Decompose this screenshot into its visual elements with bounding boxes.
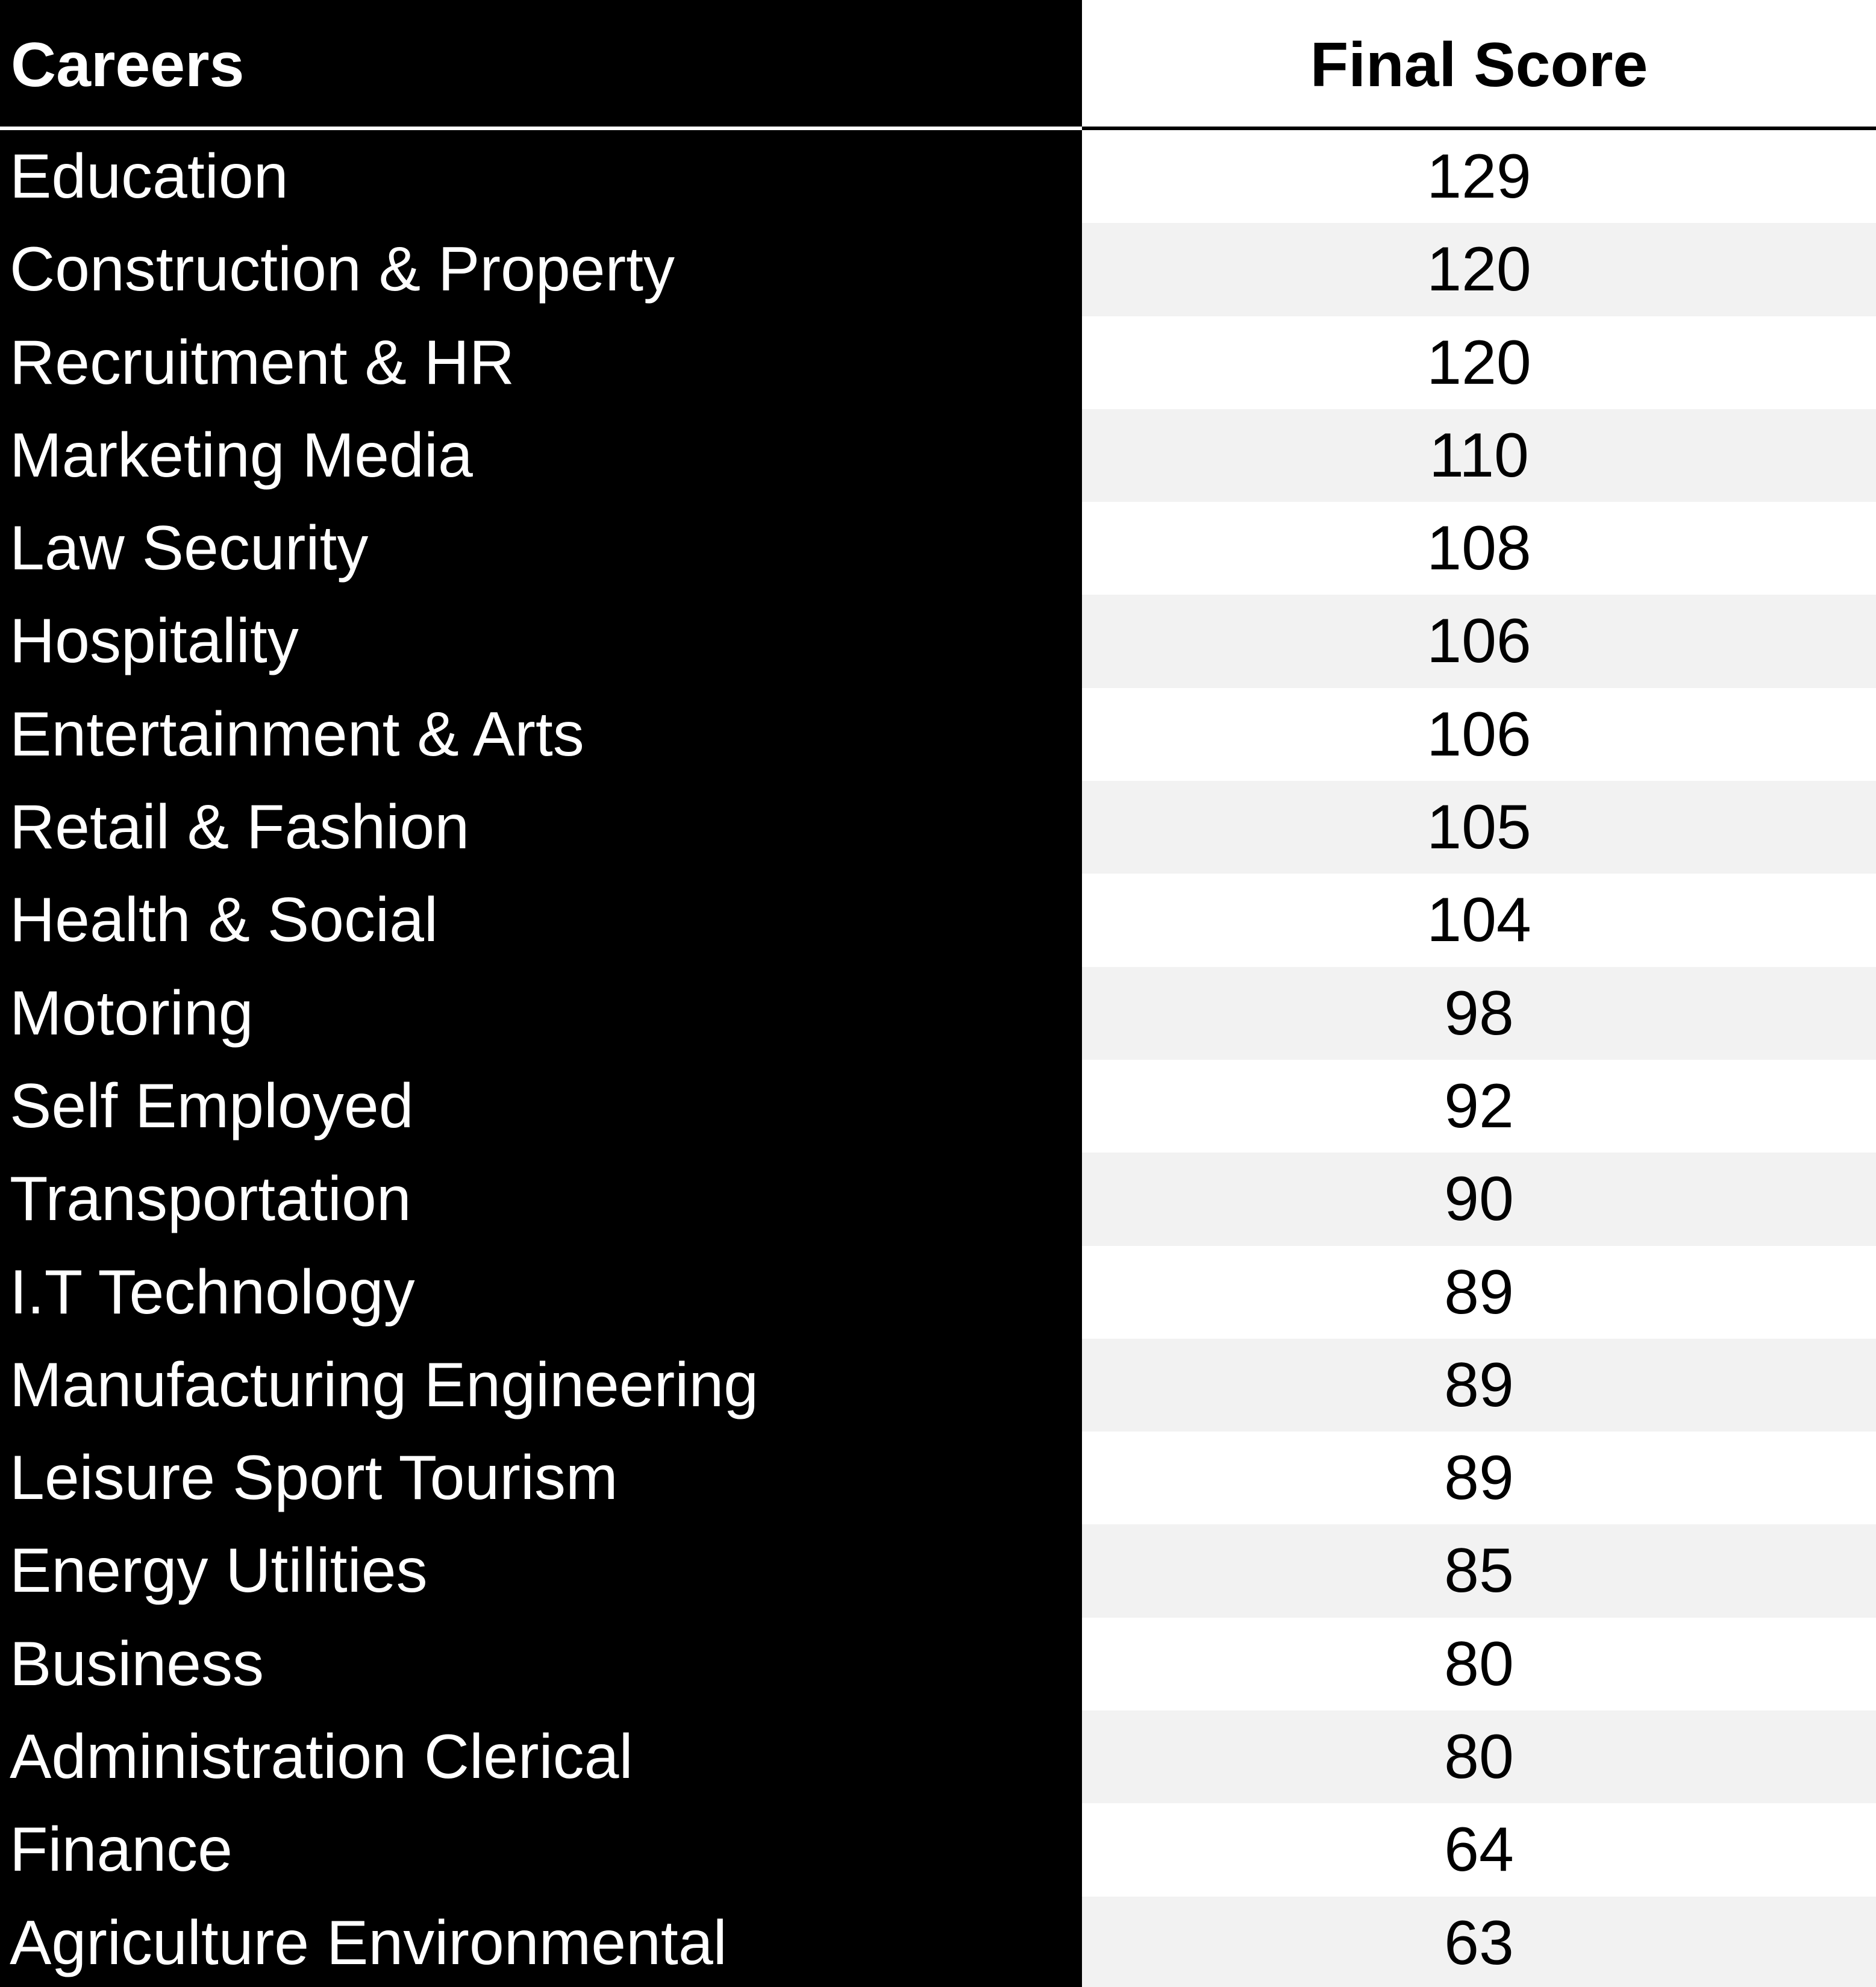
final-score-value: 106 <box>1082 595 1876 687</box>
table-row <box>0 130 1876 223</box>
final-score-value: 89 <box>1082 1339 1876 1432</box>
table-row <box>0 409 1876 502</box>
final-score-value: 105 <box>1082 781 1876 874</box>
table-row <box>0 595 1876 687</box>
final-score-value: 120 <box>1082 316 1876 409</box>
table-row <box>0 1060 1876 1153</box>
table-row <box>0 967 1876 1060</box>
final-score-value: 64 <box>1082 1803 1876 1896</box>
final-score-value: 80 <box>1082 1710 1876 1803</box>
table-body <box>0 130 1876 1987</box>
career-name: Marketing Media <box>10 420 473 490</box>
career-name: Retail & Fashion <box>10 792 470 863</box>
career-name: Health & Social <box>10 885 439 956</box>
career-name: Finance <box>10 1815 233 1885</box>
final-score-value: 92 <box>1082 1060 1876 1153</box>
final-score-value: 104 <box>1082 874 1876 966</box>
table-row <box>0 1339 1876 1432</box>
career-name: Hospitality <box>10 606 299 677</box>
career-name: Energy Utilities <box>10 1536 428 1606</box>
career-name: Agriculture Environmental <box>10 1907 727 1978</box>
final-score-value: 89 <box>1082 1432 1876 1524</box>
final-score-value: 85 <box>1082 1524 1876 1617</box>
career-name: Leisure Sport Tourism <box>10 1443 618 1513</box>
final-score-value: 108 <box>1082 502 1876 595</box>
career-name: Business <box>10 1629 264 1699</box>
final-score-value: 89 <box>1082 1246 1876 1339</box>
career-name: Motoring <box>10 978 254 1048</box>
final-score-value: 110 <box>1082 409 1876 502</box>
career-name: Education <box>10 142 289 211</box>
career-name: Administration Clerical <box>10 1722 633 1792</box>
table-row <box>0 502 1876 595</box>
table-row <box>0 781 1876 874</box>
career-name: I.T Technology <box>10 1257 415 1327</box>
career-name: Construction & Property <box>10 234 675 305</box>
table-row <box>0 1803 1876 1896</box>
final-score-value: 80 <box>1082 1618 1876 1710</box>
table-row <box>0 688 1876 781</box>
careers-header: Careers <box>11 30 245 100</box>
final-score-value: 90 <box>1082 1153 1876 1245</box>
final-score-value: 63 <box>1082 1897 1876 1987</box>
table-row <box>0 223 1876 316</box>
table-row <box>0 1710 1876 1803</box>
table-row <box>0 316 1876 409</box>
table-row <box>0 1897 1876 1987</box>
career-name: Recruitment & HR <box>10 327 514 398</box>
final-score-value: 98 <box>1082 967 1876 1060</box>
table-row <box>0 1246 1876 1339</box>
career-name: Entertainment & Arts <box>10 699 584 769</box>
final-score-value: 129 <box>1082 130 1876 223</box>
final-score-value: 106 <box>1082 688 1876 781</box>
table-row <box>0 1153 1876 1245</box>
table-row <box>0 874 1876 966</box>
career-name: Manufacturing Engineering <box>10 1350 759 1420</box>
final-score-value: 120 <box>1082 223 1876 316</box>
header-row <box>0 0 1876 130</box>
career-name: Transportation <box>10 1164 411 1234</box>
final-score-header: Final Score <box>1310 30 1648 100</box>
table-row <box>0 1618 1876 1710</box>
table-row <box>0 1432 1876 1524</box>
career-name: Self Employed <box>10 1071 414 1141</box>
career-name: Law Security <box>10 513 369 584</box>
table-row <box>0 1524 1876 1617</box>
